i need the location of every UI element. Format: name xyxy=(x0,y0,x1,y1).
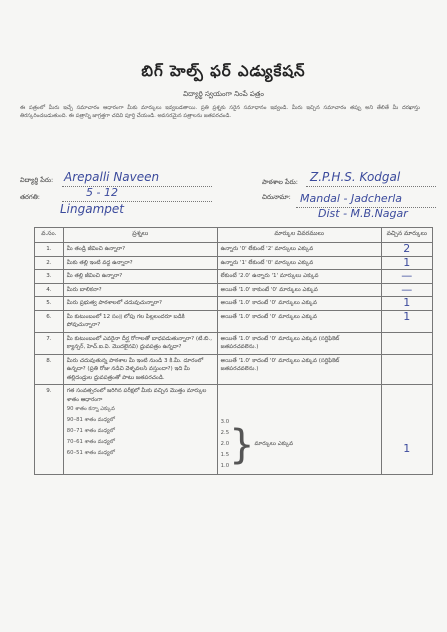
table-row xyxy=(35,310,433,332)
village-value: Lingampet xyxy=(60,202,124,216)
header-question: ప్రశ్నలు xyxy=(63,228,217,243)
table-row xyxy=(35,354,433,385)
row-score: — xyxy=(381,283,432,297)
name-line xyxy=(62,186,212,187)
row-question: మీరు చదువుతున్న పాఠశాల మీ ఇంటి నుండి 3 కి.మీ. దూరంలో ఉన్నదా? (ప్రతి రోజు నడిచి వెళ్ళవలసి వస్తుందా?) ఇది మీ తల్లిదండ్రుల ధ్రువపత్రంతో పాటు జతపరచండి. xyxy=(63,354,217,385)
table-header-row xyxy=(35,228,433,243)
table-row xyxy=(35,332,433,354)
row-number: 1. xyxy=(35,243,64,257)
row-marks-rule: అయితే '1.0' కాకుంటే '0' మార్కులు ఎక్కువ xyxy=(217,283,381,297)
table-row xyxy=(35,283,433,297)
table-row xyxy=(35,297,433,311)
row-question: మీ కుటుంబంలో ఎవరైనా దీర్ఘ రోగాలతో బాధపడుతున్నారా? (టి.బి., క్యాన్సర్, హెచ్.ఐ.వి. మొదలైనవి) ధ్రువపత్రం ఉన్నదా? xyxy=(63,332,217,354)
header-score: వచ్చిన మార్కులు xyxy=(381,228,432,243)
option-mark: 2.5 xyxy=(220,430,230,436)
row-number: 9. xyxy=(35,385,64,475)
row-question: మీరు ప్రభుత్వ పాఠశాలలో చదువుచున్నారా? xyxy=(63,297,217,311)
address-label: చిరునామా: xyxy=(262,193,291,201)
row-question: మీ తల్లి జీవించి ఉన్నారా? xyxy=(63,270,217,284)
row-number: 5. xyxy=(35,297,64,311)
row-marks-rule: అయితే '1.0' కాదంటే '0' మార్కులు ఎక్కువ xyxy=(217,297,381,311)
row-question: మీకు తల్లి ఇంటి వద్ద ఉన్నారా? xyxy=(63,256,217,270)
row-marks-rule-text: మార్కులు ఎక్కువ xyxy=(254,441,294,448)
row-number: 7. xyxy=(35,332,64,354)
option-item: 90 శాతం కన్నా ఎక్కువ xyxy=(66,406,115,412)
row-score xyxy=(381,354,432,385)
class-label: తరగతి: xyxy=(20,193,40,201)
questions-table xyxy=(34,227,433,475)
row-marks-rule: ఉన్నారు '0' లేకుంటే '2' మార్కులు ఎక్కువ xyxy=(217,243,381,257)
option-mark: 1.0 xyxy=(220,463,230,469)
option-mark: 3.0 xyxy=(220,419,230,425)
row-marks-rule xyxy=(217,385,381,475)
row-score: — xyxy=(381,270,432,284)
row-score: 1 xyxy=(381,256,432,270)
row-question-text: గత సంవత్సరంలో జరిగిన పరీక్షలో మీకు వచ్చిన మొత్తం మార్కుల శాతం ఆధారంగా xyxy=(66,388,207,403)
name-value: Arepalli Naveen xyxy=(64,170,160,184)
option-mark: 2.0 xyxy=(220,441,230,447)
row-marks-rule: అయితే '1.0' కాదంటే '0' మార్కులు ఎక్కువ (సర్టిఫికెట్ జతపరచవలెను.) xyxy=(217,354,381,385)
district-value: Dist - M.B.Nagar xyxy=(318,207,408,220)
intro-paragraph: ఈ పత్రంలో మీరు ఇచ్చే సమాచారం ఆధారంగా మీకు మార్కులు ఇవ్వబడతాయి. ప్రతి ప్రశ్నకు సరైన సమాధానం ఇవ్వండి. మీరు ఇచ్చిన సమాచారం తప్పు అని తేలితే మీ దరఖాస్తు తిరస్కరించబడుతుంది. ఈ పత్రాన్ని జాగ్రత్తగా చదివి పూర్తి చేయండి. అవసరమైన పత్రాలను జతపరచండి. xyxy=(20,105,420,120)
option-marks xyxy=(221,417,229,472)
mandal-value: Mandal - Jadcherla xyxy=(300,192,403,205)
option-item: 90–81 శాతం మధ్యలో xyxy=(66,417,115,423)
row-marks-rule: అయితే '1.0' కాదంటే '0' మార్కులు ఎక్కువ xyxy=(217,310,381,332)
row-score xyxy=(381,332,432,354)
brace-icon: } xyxy=(229,421,255,468)
row-question: మీ తండ్రి జీవించి ఉన్నారా? xyxy=(63,243,217,257)
school-label: పాఠశాల పేరు: xyxy=(262,178,298,186)
row-marks-rule: లేకుంటే '2.0' ఉన్నారు '1' మార్కులు ఎక్కువ xyxy=(217,270,381,284)
row-score-value: 1 xyxy=(403,442,411,455)
row-number: 8. xyxy=(35,354,64,385)
row-score: 1 xyxy=(381,310,432,332)
row-number: 4. xyxy=(35,283,64,297)
row-question: మీ కుటుంబంలో 12 సం॥ లోపు గల పిల్లలందరూ బడికి పోవుచున్నారా? xyxy=(63,310,217,332)
school-value: Z.P.H.S. Kodgal xyxy=(310,170,401,184)
row-score: 2 xyxy=(381,243,432,257)
row-number: 3. xyxy=(35,270,64,284)
header-marks-rule: మార్కుల వివరములు xyxy=(217,228,381,243)
option-item: 70–61 శాతం మధ్యలో xyxy=(66,439,115,445)
document-subtitle: విద్యార్థి స్వయంగా నింపే పత్రం xyxy=(183,90,264,98)
row-number: 6. xyxy=(35,310,64,332)
option-mark: 1.5 xyxy=(220,452,230,458)
row-question: మీరు బాలికనా? xyxy=(63,283,217,297)
option-item: 80–71 శాతం మధ్యలో xyxy=(66,428,115,434)
table-row xyxy=(35,270,433,284)
row-marks-rule: అయితే '1.0' కాదంటే '0' మార్కులు ఎక్కువ (సర్టిఫికెట్ జతపరచవలెను.) xyxy=(217,332,381,354)
table-row xyxy=(35,256,433,270)
row-number: 2. xyxy=(35,256,64,270)
row-score xyxy=(381,385,432,475)
school-line xyxy=(306,186,436,187)
header-serial: వ.సం. xyxy=(35,228,64,243)
table-row xyxy=(35,385,433,475)
percentage-options xyxy=(67,404,214,459)
option-item: 60–51 శాతం మధ్యలో xyxy=(66,450,115,456)
row-marks-rule: ఉన్నారు '1' లేకుంటే '0' మార్కులు ఎక్కువ xyxy=(217,256,381,270)
document-title: బిగ్ హెల్ప్ ఫర్ ఎడ్యుకేషన్ xyxy=(141,62,306,80)
table-row xyxy=(35,243,433,257)
name-label: విద్యార్థి పేరు: xyxy=(20,176,54,184)
row-score: 1 xyxy=(381,297,432,311)
row-question xyxy=(63,385,217,475)
class-value: 5 - 12 xyxy=(86,186,118,199)
